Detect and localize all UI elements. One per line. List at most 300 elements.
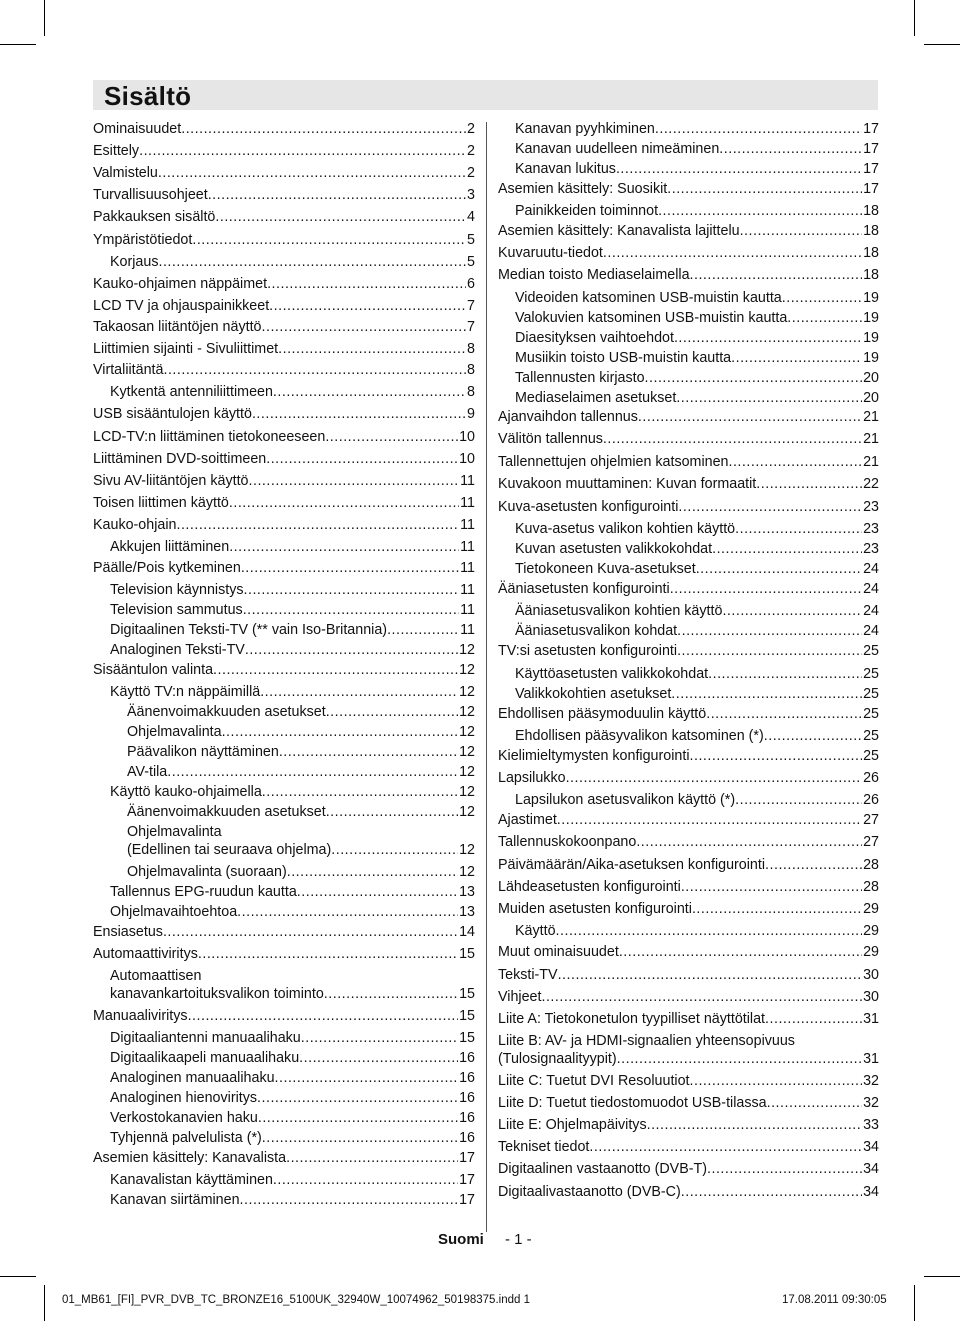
toc-leader [297, 883, 458, 901]
toc-page-number: 17 [863, 121, 879, 137]
toc-page-number: 24 [863, 561, 879, 577]
toc-page-number: 12 [459, 842, 475, 858]
toc-entry-title: Tallennettujen ohjelmien katsominen [498, 454, 729, 470]
toc-entry [110, 601, 475, 619]
toc-leader [764, 727, 862, 745]
toc-entry-title: Valokuvien katsominen USB-muistin kautta [515, 310, 788, 326]
toc-leader [557, 811, 862, 829]
title-band [93, 80, 878, 110]
toc-entry-title: Analoginen manuaalihaku [110, 1070, 275, 1086]
toc-entry [515, 389, 879, 407]
toc-leader [208, 186, 466, 204]
toc-entry [498, 769, 879, 787]
toc-entry [498, 642, 879, 660]
toc-entry [93, 405, 475, 423]
toc-entry-title: Mediaselaimen asetukset [515, 390, 677, 406]
toc-page-number: 27 [863, 812, 879, 828]
toc-leader [258, 1109, 458, 1127]
toc-leader [213, 661, 458, 679]
toc-leader [645, 369, 863, 387]
toc-entry-title: Sisääntulon valinta [93, 662, 214, 678]
toc-entry [498, 580, 879, 598]
toc-page-number: 6 [467, 276, 475, 292]
toc-page-number: 12 [459, 684, 475, 700]
toc-entry [515, 202, 879, 220]
toc-leader [667, 180, 862, 198]
toc-entry [93, 361, 475, 379]
toc-entry [127, 743, 475, 761]
toc-leader [556, 922, 863, 940]
toc-page-number: 20 [863, 370, 879, 386]
toc-entry-title: Kuvakoon muuttaminen: Kuvan formaatit [498, 476, 757, 492]
toc-entry [498, 1072, 879, 1090]
toc-entry-title: LCD TV ja ohjauspainikkeet [93, 298, 270, 314]
toc-entry-title: Sivu AV-liitäntöjen käyttö [93, 473, 249, 489]
toc-entry-title: Ajastimet [498, 812, 557, 828]
toc-entry [110, 1191, 475, 1209]
toc-entry-title: Ohjelmavaihtoehtoa [110, 904, 238, 920]
toc-entry [515, 329, 879, 347]
toc-entry [110, 1089, 475, 1107]
toc-entry-title: Liittäminen DVD-soittimeen [93, 451, 267, 467]
toc-page-number: 23 [863, 499, 879, 515]
toc-leader [245, 641, 458, 659]
toc-entry [498, 1116, 879, 1134]
toc-leader [244, 581, 460, 599]
toc-entry-title: Liite C: Tuetut DVI Resoluutiot [498, 1073, 690, 1089]
toc-entry [498, 1160, 879, 1178]
toc-entry [498, 988, 879, 1006]
toc-entry [498, 705, 879, 723]
toc-page-number: 28 [863, 857, 879, 873]
toc-entry-title: Manuaaliviritys [93, 1008, 188, 1024]
toc-leader [262, 1129, 458, 1147]
toc-leader [252, 405, 466, 423]
toc-leader [677, 642, 862, 660]
toc-page-number: 28 [863, 879, 879, 895]
toc-page-number: 16 [459, 1050, 475, 1066]
toc-page-number: 11 [460, 495, 475, 511]
toc-entry-title: AV-tila [127, 764, 168, 780]
toc-page-number: 19 [863, 310, 879, 326]
toc-leader [681, 878, 862, 896]
toc-leader [735, 791, 862, 809]
toc-leader [326, 703, 458, 721]
toc-entry-title: Television sammutus [110, 602, 243, 618]
toc-entry [498, 900, 879, 918]
toc-entry-title-cont: (Tulosignaalityypit) [498, 1051, 617, 1067]
crop-mark [924, 44, 960, 45]
toc-entry [498, 966, 879, 984]
toc-page-number: 7 [467, 319, 475, 335]
toc-leader [163, 923, 458, 941]
toc-entry-title: Digitaalinen vastaanotto (DVB-T) [498, 1161, 707, 1177]
toc-leader [616, 160, 862, 178]
toc-page-number: 20 [863, 390, 879, 406]
toc-leader [740, 222, 863, 240]
toc-leader [681, 1183, 862, 1201]
toc-page-number: 2 [467, 121, 475, 137]
toc-entry-title: Ohjelmavalinta [127, 724, 222, 740]
toc-entry [515, 309, 879, 327]
toc-leader [765, 1010, 862, 1028]
toc-page-number: 2 [467, 143, 475, 159]
crop-mark [0, 1276, 36, 1277]
toc-leader [331, 841, 458, 859]
toc-entry-title: Ympäristötiedot [93, 232, 193, 248]
toc-leader [326, 803, 458, 821]
toc-leader [735, 520, 862, 538]
toc-page-number: 18 [863, 267, 879, 283]
toc-entry-title: Asemien käsittely: Kanavalista [93, 1150, 287, 1166]
toc-page-number: 16 [459, 1130, 475, 1146]
toc-entry-title: Ehdollisen pääsymoduulin käyttö [498, 706, 707, 722]
toc-page-number: 12 [459, 784, 475, 800]
toc-leader [241, 559, 459, 577]
toc-entry [93, 1007, 475, 1025]
toc-entry-title: Tietokoneen Kuva-asetukset [515, 561, 696, 577]
toc-entry [93, 428, 475, 446]
toc-page-number: 29 [863, 923, 879, 939]
toc-page-number: 30 [863, 967, 879, 983]
toc-entry-title: Analoginen Teksti-TV [110, 642, 245, 658]
toc-entry [498, 1183, 879, 1201]
toc-entry [498, 856, 879, 874]
toc-entry [110, 1069, 475, 1087]
toc-leader [619, 943, 862, 961]
toc-page-number: 11 [460, 622, 475, 638]
toc-entry-title: Digitaalinen Teksti-TV (** vain Iso-Britannia) [110, 622, 388, 638]
toc-entry-title: Käyttö [515, 923, 556, 939]
toc-leader [676, 389, 862, 407]
toc-entry-title: Äänenvoimakkuuden asetukset [127, 804, 326, 820]
toc-leader [671, 685, 862, 703]
toc-entry-title: Päälle/Pois kytkeminen [93, 560, 241, 576]
toc-entry [110, 383, 475, 401]
toc-entry [110, 1171, 475, 1189]
toc-entry-title: Tallennuskokoonpano [498, 834, 637, 850]
crop-mark [44, 1285, 45, 1321]
toc-entry [498, 1138, 879, 1156]
toc-entry [93, 208, 475, 226]
toc-page-number: 25 [863, 686, 879, 702]
toc-entry [498, 453, 879, 471]
toc-entry-title: Tallennus EPG-ruudun kautta [110, 884, 297, 900]
toc-entry-title: Ääniasetusvalikon kohtien käyttö [515, 603, 723, 619]
toc-leader [690, 1072, 863, 1090]
toc-entry [93, 450, 475, 468]
toc-entry [127, 863, 475, 881]
toc-entry [93, 186, 475, 204]
toc-leader [158, 253, 466, 271]
toc-entry-title: Lähdeasetusten konfigurointi [498, 879, 681, 895]
toc-leader [728, 453, 862, 471]
toc-leader [690, 747, 863, 765]
toc-entry [515, 727, 879, 745]
toc-entry [515, 140, 879, 158]
toc-leader [299, 1049, 458, 1067]
toc-leader [301, 1029, 458, 1047]
toc-entry [110, 253, 475, 271]
toc-page-number: 16 [459, 1070, 475, 1086]
toc-page-number: 17 [863, 141, 879, 157]
toc-leader [712, 540, 862, 558]
toc-entry [498, 1094, 879, 1112]
toc-leader [266, 450, 458, 468]
toc-page-number: 26 [863, 770, 879, 786]
toc-page-number: 10 [459, 429, 475, 445]
toc-leader [677, 622, 862, 640]
toc-page-number: 32 [863, 1073, 879, 1089]
toc-page-number: 34 [863, 1139, 879, 1155]
toc-entry-title: Toisen liittimen käyttö [93, 495, 229, 511]
toc-leader [696, 560, 862, 578]
toc-entry [498, 180, 879, 198]
toc-entry-title: TV:si asetusten konfigurointi [498, 643, 678, 659]
toc-leader [589, 1138, 862, 1156]
crop-mark [924, 1276, 960, 1277]
toc-entry [515, 520, 879, 538]
toc-entry [93, 923, 475, 941]
toc-leader [670, 580, 862, 598]
toc-entry-title: USB sisääntulojen käyttö [93, 406, 252, 422]
toc-page-number: 24 [863, 603, 879, 619]
toc-entry-title: Liite E: Ohjelmapäivitys [498, 1117, 647, 1133]
toc-entry-title: Tallennusten kirjasto [515, 370, 645, 386]
toc-entry [498, 811, 879, 829]
toc-leader [273, 1171, 458, 1189]
toc-entry [515, 602, 879, 620]
toc-page-number: 15 [459, 1030, 475, 1046]
toc-entry [498, 475, 879, 493]
toc-entry-title: Päivämäärän/Aika-asetuksen konfigurointi [498, 857, 766, 873]
toc-leader [647, 1116, 863, 1134]
toc-entry-title: Kauko-ohjain [93, 517, 177, 533]
toc-page-number: 18 [863, 245, 879, 261]
toc-leader [249, 472, 460, 490]
toc-entry [93, 318, 475, 336]
toc-leader [638, 408, 862, 426]
toc-page-number: 8 [467, 384, 475, 400]
toc-page-number: 18 [863, 223, 879, 239]
toc-entry [93, 472, 475, 490]
toc-entry [498, 1010, 879, 1028]
toc-page-number: 27 [863, 834, 879, 850]
toc-entry-title: Ohjelmavalinta [127, 824, 222, 840]
toc-page-number: 15 [459, 946, 475, 962]
toc-page-number: 17 [863, 181, 879, 197]
footer-page-number: - 1 - [505, 1231, 532, 1248]
toc-page-number: 22 [863, 476, 879, 492]
toc-leader [658, 202, 862, 220]
toc-entry-title: Valikkokohtien asetukset [515, 686, 672, 702]
toc-page-number: 17 [459, 1150, 475, 1166]
toc-entry-title: Ominaisuudet [93, 121, 182, 137]
toc-entry [110, 621, 475, 639]
toc-page-number: 17 [459, 1172, 475, 1188]
toc-entry-title: Analoginen hienoviritys [110, 1090, 258, 1106]
toc-entry-title: Kanavan lukitus [515, 161, 616, 177]
toc-leader [617, 1050, 862, 1068]
crop-mark [44, 0, 45, 36]
toc-entry-title: Musiikin toisto USB-muistin kautta [515, 350, 732, 366]
toc-entry [110, 1109, 475, 1127]
toc-page-number: 33 [863, 1117, 879, 1133]
toc-entry-title: Kytkentä antenniliittimeen [110, 384, 273, 400]
toc-entry [515, 120, 879, 138]
toc-page-number: 12 [459, 864, 475, 880]
toc-entry-title: Kuvaruutu-tiedot [498, 245, 603, 261]
toc-entry [93, 340, 475, 358]
toc-page-number: 26 [863, 792, 879, 808]
toc-page-number: 12 [459, 642, 475, 658]
print-datetime: 17.08.2011 09:30:05 [782, 1294, 887, 1306]
toc-leader [279, 743, 458, 761]
toc-leader [163, 361, 466, 379]
toc-leader [324, 985, 458, 1003]
toc-entry-title: Käyttöasetusten valikkokohdat [515, 666, 709, 682]
toc-page-number: 15 [459, 986, 475, 1002]
toc-entry [93, 945, 475, 963]
crop-mark [0, 44, 36, 45]
toc-entry-title: Kanavan uudelleen nimeäminen [515, 141, 720, 157]
toc-entry [515, 540, 879, 558]
toc-entry [515, 369, 879, 387]
toc-entry-title: Ehdollisen pääsyvalikon katsominen (*) [515, 728, 764, 744]
toc-entry-title: Vihjeet [498, 989, 542, 1005]
toc-leader [678, 498, 862, 516]
toc-entry-title: Liite B: AV- ja HDMI-signaalien yhteensopivuus [498, 1033, 795, 1049]
toc-leader [188, 1007, 459, 1025]
toc-page-number: 11 [460, 602, 475, 618]
toc-entry-title: Teksti-TV [498, 967, 558, 983]
toc-entry-title: Kuva-asetus valikon kohtien käyttö [515, 521, 736, 537]
toc-page-number: 11 [460, 582, 475, 598]
toc-page-number: 25 [863, 706, 879, 722]
toc-entry-title: Virtaliitäntä [93, 362, 164, 378]
toc-page-number: 12 [459, 744, 475, 760]
toc-entry-title: Television käynnistys [110, 582, 244, 598]
toc-page-number: 14 [459, 924, 475, 940]
toc-page-number: 5 [467, 232, 475, 248]
toc-entry [515, 622, 879, 640]
toc-leader [262, 783, 458, 801]
toc-page-number: 4 [467, 209, 475, 225]
toc-leader [655, 120, 862, 138]
toc-leader [237, 903, 458, 921]
toc-page-number: 18 [863, 203, 879, 219]
toc-page-number: 15 [459, 1008, 475, 1024]
toc-entry [93, 1149, 475, 1167]
toc-entry-title: Videoiden katsominen USB-muistin kautta [515, 290, 782, 306]
toc-page-number: 16 [459, 1110, 475, 1126]
toc-leader [782, 289, 862, 307]
toc-page-number: 21 [863, 409, 879, 425]
toc-leader [275, 1069, 459, 1087]
toc-entry [498, 430, 879, 448]
toc-page-number: 34 [863, 1161, 879, 1177]
toc-entry-title: Lapsilukon asetusvalikon käyttö (*) [515, 792, 736, 808]
toc-page-number: 21 [863, 454, 879, 470]
toc-entry [498, 244, 879, 262]
toc-entry [93, 142, 475, 160]
toc-entry-title: Asemien käsittely: Kanavalista lajittelu [498, 223, 740, 239]
toc-leader [139, 142, 466, 160]
toc-entry [127, 703, 475, 721]
toc-entry-title: Kuvan asetusten valikkokohdat [515, 541, 713, 557]
toc-page-number: 13 [459, 904, 475, 920]
footer-language: Suomi [438, 1231, 484, 1248]
toc-entry [110, 967, 475, 1003]
toc-page-number: 9 [467, 406, 475, 422]
toc-page-number: 12 [459, 662, 475, 678]
toc-leader [787, 309, 862, 327]
toc-page-number: 11 [460, 560, 475, 576]
toc-entry [515, 160, 879, 178]
toc-leader [222, 723, 459, 741]
toc-page-number: 23 [863, 521, 879, 537]
toc-entry [127, 823, 475, 859]
toc-leader [243, 601, 459, 619]
toc-page-number: 24 [863, 581, 879, 597]
page-title: Sisältö [104, 81, 192, 111]
toc-entry [110, 1129, 475, 1147]
toc-entry [110, 538, 475, 556]
toc-page-number: 25 [863, 643, 879, 659]
toc-leader [692, 900, 862, 918]
toc-entry [515, 685, 879, 703]
toc-leader [707, 1160, 862, 1178]
toc-entry [498, 408, 879, 426]
toc-entry [127, 803, 475, 821]
toc-entry-title: Automaattisen [110, 968, 202, 984]
toc-entry [110, 883, 475, 901]
toc-leader [240, 1191, 459, 1209]
toc-leader [708, 665, 862, 683]
toc-page-number: 19 [863, 350, 879, 366]
toc-leader [674, 329, 862, 347]
toc-entry [110, 683, 475, 701]
toc-page-number: 12 [459, 724, 475, 740]
toc-entry-title-cont: (Edellinen tai seuraava ohjelma) [127, 842, 332, 858]
toc-entry-title: Akkujen liittäminen [110, 539, 230, 555]
toc-entry-title: Muiden asetusten konfigurointi [498, 901, 692, 917]
toc-entry [515, 922, 879, 940]
toc-leader [198, 945, 458, 963]
toc-page-number: 11 [460, 517, 475, 533]
toc-page-number: 25 [863, 748, 879, 764]
toc-leader [278, 340, 466, 358]
toc-entry [93, 661, 475, 679]
toc-entry [110, 783, 475, 801]
toc-page-number: 11 [460, 539, 475, 555]
toc-leader [269, 297, 466, 315]
toc-page-number: 31 [863, 1011, 879, 1027]
toc-entry-title: Asemien käsittely: Suosikit [498, 181, 668, 197]
toc-entry [515, 791, 879, 809]
toc-page-number: 32 [863, 1095, 879, 1111]
toc-page-number: 17 [459, 1192, 475, 1208]
toc-page-number: 21 [863, 431, 879, 447]
toc-entry-title: Median toisto Mediaselaimella [498, 267, 690, 283]
toc-page-number: 3 [467, 187, 475, 203]
toc-entry [498, 222, 879, 240]
toc-leader [229, 494, 459, 512]
toc-entry [515, 560, 879, 578]
toc-leader [262, 318, 467, 336]
toc-entry [498, 943, 879, 961]
toc-entry [127, 763, 475, 781]
